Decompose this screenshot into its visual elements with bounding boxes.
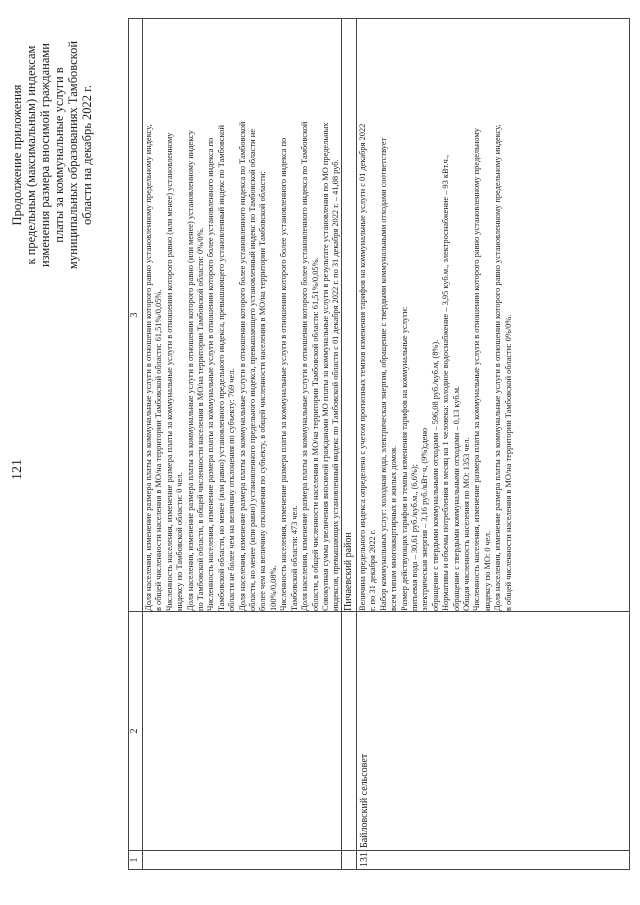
header-line: области на декабрь 2022 г. — [80, 85, 94, 226]
settlement-description — [358, 23, 514, 611]
text-line: Доля населения, изменение размера платы за коммунальные услуги в отношении которого более установленного индекса по Тамбовской — [300, 121, 310, 611]
text-line: индексу по Тамбовской области: 0 чел. — [175, 472, 185, 611]
text-line: Тамбовской области: 473 чел. — [289, 505, 299, 611]
header-line: муниципальных образованиях Тамбовской — [66, 40, 80, 270]
row-number: 131 — [359, 852, 370, 867]
page-number: 121 — [10, 459, 25, 480]
text-line: Численность населения, изменение размера платы за коммунальные услуги в отношении которого более установленного индекса по — [279, 137, 289, 611]
column-divider — [129, 611, 629, 612]
text-line: Доля населения, изменение размера платы за коммунальные услуги в отношении которого равно (или менее) установленному индексу — [185, 130, 195, 611]
text-line: Общая численность населения по МО: 1353 чел. — [462, 437, 472, 611]
text-line: г. по 31 декабря 2022 г. — [368, 529, 378, 611]
header-line: платы за коммунальные услуги в — [52, 67, 66, 243]
text-line: Доля населения, изменение размера платы за коммунальные услуги в отношении которого равно установленному предельному индексу, — [144, 124, 153, 611]
text-line: индексу по МО: 0 чел. — [482, 531, 492, 611]
text-line: Тамбовской области, но менее (или равно) установленного предельного индекса, превышающего установленный индекс по Тамбовской — [216, 125, 226, 611]
column-number-1: 1 — [129, 857, 140, 863]
text-line: Величина предельного индекса определена с учетом прогнозных темпов изменения тарифов на коммунальные услуги с 01 декабря 2022 — [358, 123, 367, 611]
text-line: питьевая вода – 30,61 руб./куб.м., (6,6%); — [410, 464, 420, 611]
text-line: Доля населения, изменение размера платы за коммунальные услуги в отношении которого более установленного индекса по Тамбовской — [237, 121, 247, 611]
header-line: изменения размера вносимой гражданами — [38, 43, 52, 268]
indices-table — [128, 18, 630, 870]
text-line: Размер действующих тарифов и темпы изменения тарифов на коммунальные услуги: — [399, 306, 409, 611]
text-line: обращение с твердыми коммунальными отходами – 0,13 куб.м. — [451, 385, 461, 611]
column-divider — [129, 850, 629, 851]
text-line: всем типам многоквартирных и жилых домов. — [389, 445, 399, 611]
row-divider — [341, 19, 342, 869]
text-line: по Тамбовской области, в общей численности населения в МО/на территории Тамбовской области: 0%/0%. — [196, 227, 206, 611]
text-line: области, в общей численности населения в МО/на территории Тамбовской области: 61,51%/0,05%. — [310, 257, 320, 611]
text-line: области не более чем на величину отклонения по субъекту: 769 чел. — [227, 368, 237, 611]
district-name: Пичаевский район — [343, 532, 354, 611]
text-line: Численность населения, изменение размера платы за коммунальные услуги в отношении которого равно установленному предельному — [472, 128, 482, 611]
text-line: Набор коммунальных услуг: холодная вода, электрическая энергия, обращение с твердыми коммунальными отходами соответствует — [378, 137, 388, 611]
text-line: 100%/0,08%. — [268, 565, 278, 611]
column-number-2: 2 — [129, 728, 140, 734]
header-line: Продолжение приложения — [10, 84, 24, 226]
text-line: в общей численности населения в МО/на территории Тамбовской области: 61,51%/0,05%. — [154, 289, 164, 611]
column-number-3: 3 — [129, 312, 140, 318]
appendix-header — [10, 25, 94, 285]
text-line: Совокупная сумма увеличения вносимой гражданами МО платы за коммунальные услуги в результате установления по МО предельных — [320, 122, 330, 611]
text-line: Численность населения, изменение размера платы за коммунальные услуги в отношении которого более установленного индекса по — [206, 137, 216, 611]
text-line: области, но менее (или равно) установленного предельного индекса, превышающего установленный индекс по Тамбовской области не — [248, 129, 258, 611]
text-line: обращение с твердыми коммунальными отходами – 596,08 руб./куб.м, (8%). — [430, 339, 440, 611]
text-line: Доля населения, изменение размера платы за коммунальные услуги в отношении которого равно установленному предельному индексу, — [493, 124, 503, 611]
settlement-name: Байловский сельсовет — [359, 753, 370, 848]
text-line: в общей численности населения в МО/на территории Тамбовской области: 0%/0%. — [503, 314, 513, 611]
previous-settlement-description — [144, 23, 342, 611]
text-line: более чем на величину отклонения по субъекту, в общей численности населения в МО/на территории Тамбовской области: — [258, 171, 268, 611]
row-divider — [356, 19, 357, 869]
header-line: к предельным (максимальным) индексам — [24, 45, 38, 265]
text-line: Нормативы и объемы потребления в месяц на 1 человека: холодное водоснабжение – 3,95 куб.м., электроснабжение – 93 кВт.ч., — [441, 154, 451, 611]
text-line: индексов, превышающих установленный индекс по Тамбовской области с 01 декабря 2022 г. по 31 декабря 2022 г. – 41,08 руб. — [331, 159, 341, 611]
text-line: электрическая энергия – 3,16 руб./кВт·ч, (9%);дено — [420, 427, 430, 611]
text-line: Численность населения, изменение размера платы за коммунальные услуги в отношении которого равно (или менее) установленному — [164, 132, 174, 611]
column-number-row — [129, 19, 143, 869]
